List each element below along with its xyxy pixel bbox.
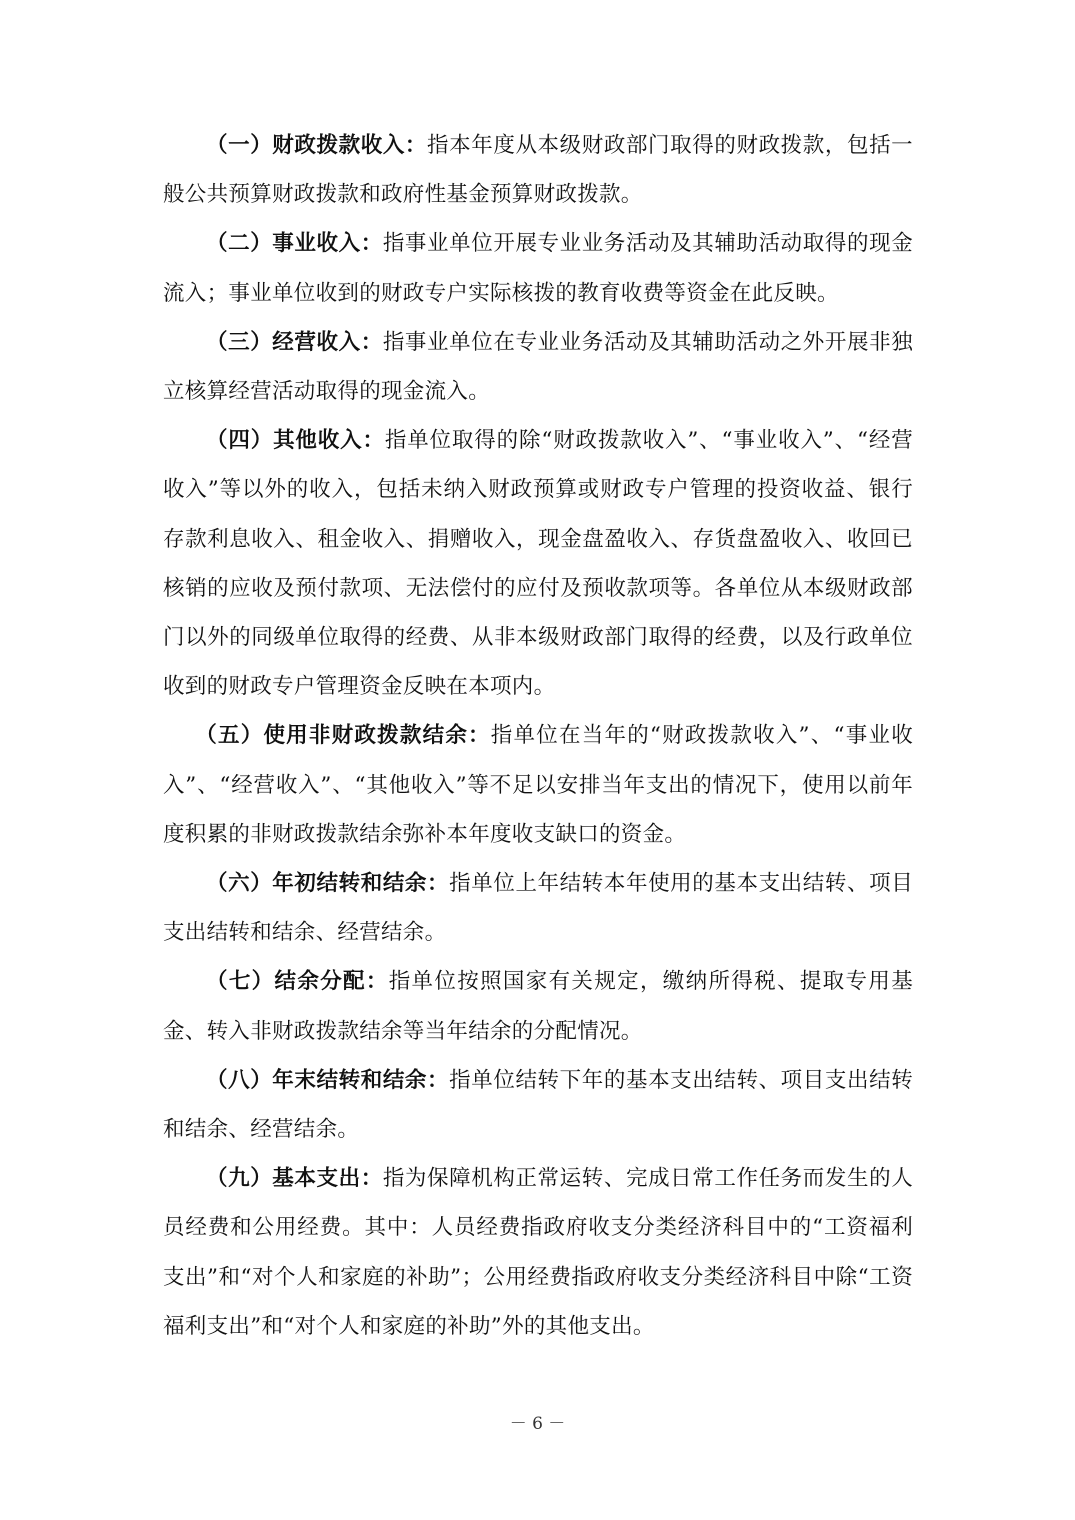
- term-label: （一）财政拨款收入：: [206, 133, 428, 158]
- term-label: （八）年末结转和结余：: [206, 1067, 450, 1093]
- term-definition: 指单位在当年的“财政拨款收入”、“事业收入”、“经营收入”、“其他收入”等不足以安排当年支出的情况下，使用以前年度积累的非财政拨款结余弥补本年度收支缺口的资金。: [163, 723, 914, 847]
- term-definition: 指单位结转下年的基本支出结转、项目支出结转和结余、经营结余。: [163, 1067, 913, 1143]
- term-label: （三）经营收入：: [206, 329, 383, 355]
- term-definition: 指为保障机构正常运转、完成日常工作任务而发生的人员经费和公用经费。其中：人员经费指政府收支分类经济科目中的“工资福利支出”和“对个人和家庭的补助”；公用经费指政府收支分类经济科目中除“工资福利支出”和“对个人和家庭的补助”外的其他支出。: [163, 1166, 913, 1339]
- paragraph-surplus-distribution: [163, 957, 913, 1055]
- paragraph-other-income: [163, 416, 913, 711]
- page-number: － 6 －: [509, 1414, 566, 1434]
- term-definition: 指单位按照国家有关规定，缴纳所得税、提取专用基金、转入非财政拨款结余等当年结余的分配情况。: [163, 969, 913, 1044]
- term-label: （九）基本支出：: [206, 1166, 383, 1192]
- term-label: （五）使用非财政拨款结余：: [195, 723, 491, 749]
- term-definition: 指单位取得的除“财政拨款收入”、“事业收入”、“经营收入”等以外的收入，包括未纳入财政预算或财政专户管理的投资收益、银行存款利息收入、租金收入、捐赠收入，现金盘盈收入、存货盘盈收入、收回已核销的应收及预付款项、无法偿付的应付及预收款项等。各单位从本级财政部门以外的同级单位取得的经费、从非本级财政部门取得的经费，以及行政单位收到的财政专户管理资金反映在本项内。: [163, 428, 914, 700]
- paragraph-basic-expenditure: [163, 1154, 913, 1351]
- term-definition: 指本年度从本级财政部门取得的财政拨款，包括一般公共预算财政拨款和政府性基金预算财政拨款。: [163, 133, 913, 208]
- paragraph-closing-carryover: [163, 1056, 913, 1154]
- paragraph-fiscal-appropriation-income: [163, 121, 913, 219]
- term-label: （七）结余分配：: [206, 969, 389, 995]
- document-body: [163, 121, 913, 1351]
- term-definition: 指事业单位在专业业务活动及其辅助活动之外开展非独立核算经营活动取得的现金流入。: [163, 329, 913, 405]
- paragraph-opening-carryover: [163, 859, 913, 957]
- term-label: （二）事业收入：: [206, 231, 383, 257]
- paragraph-business-income: [163, 219, 913, 317]
- paragraph-operating-income: [163, 318, 913, 416]
- paragraph-non-fiscal-balance-usage: [163, 711, 913, 859]
- term-label: （六）年初结转和结余：: [206, 871, 450, 897]
- term-definition: 指事业单位开展专业业务活动及其辅助活动取得的现金流入；事业单位收到的财政专户实际核拨的教育收费等资金在此反映。: [163, 231, 913, 306]
- term-label: （四）其他收入：: [206, 428, 385, 454]
- term-definition: 指单位上年结转本年使用的基本支出结转、项目支出结转和结余、经营结余。: [163, 871, 913, 946]
